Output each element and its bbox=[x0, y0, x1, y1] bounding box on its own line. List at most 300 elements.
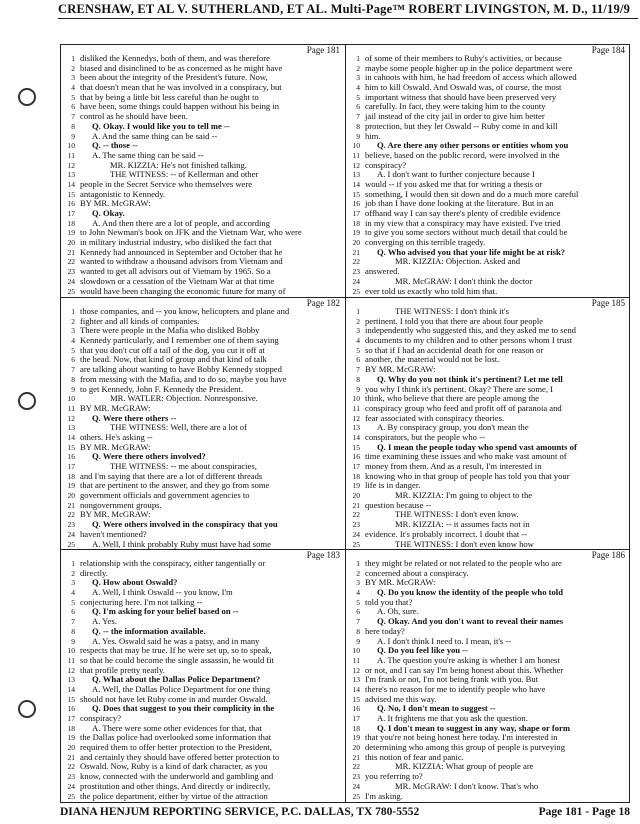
transcript-line bbox=[63, 714, 343, 724]
line-text: MR. KIZZIA: I'm going to object to the bbox=[395, 491, 533, 501]
transcript-line bbox=[348, 122, 628, 132]
transcript-line bbox=[348, 462, 628, 472]
line-number: 19 bbox=[67, 228, 75, 238]
line-number: 21 bbox=[67, 752, 75, 762]
line-number: 10 bbox=[67, 141, 75, 151]
line-text: protection, but they let Oswald -- Ruby come in and kill bbox=[365, 121, 558, 131]
page-number: Page 184 bbox=[591, 45, 625, 55]
line-text: A. I don't want to further conjecture because I bbox=[377, 170, 535, 180]
transcript-line bbox=[63, 530, 343, 540]
line-text: BY MR. McGRAW: bbox=[80, 199, 151, 209]
line-text: Q. Okay. bbox=[92, 209, 125, 218]
transcript-line bbox=[63, 375, 343, 385]
line-number: 18 bbox=[67, 218, 75, 228]
line-text: there's no reason for me to identify people who have bbox=[365, 684, 546, 694]
line-text: A. There were some other evidences for that, that bbox=[92, 723, 262, 733]
transcript-line bbox=[348, 375, 628, 385]
line-text: conspiracy group who feed and profit off of paranoia and bbox=[365, 403, 562, 413]
line-text: Q. I mean the people today who spend vast amounts of bbox=[377, 442, 577, 452]
line-number: 11 bbox=[67, 150, 75, 160]
transcript-line bbox=[348, 93, 628, 103]
line-number: 4 bbox=[356, 83, 360, 93]
line-text: money from them. And as a result, I'm interested in bbox=[365, 462, 542, 471]
transcript-line bbox=[348, 588, 628, 598]
transcript-line bbox=[63, 307, 343, 317]
transcript-line bbox=[348, 481, 628, 491]
line-number: 2 bbox=[71, 63, 75, 73]
line-text: important witness that should have been preserved very bbox=[365, 92, 557, 102]
transcript-line bbox=[348, 530, 628, 540]
line-number: 15 bbox=[352, 189, 360, 199]
line-text: BY MR. McGRAW: bbox=[365, 578, 436, 588]
line-text: from messing with the Mafia, and to do so, maybe you have bbox=[80, 374, 287, 384]
page-number: Page 183 bbox=[306, 550, 340, 560]
line-number: 19 bbox=[352, 228, 360, 238]
transcript-line bbox=[63, 277, 343, 287]
line-number: 1 bbox=[356, 559, 360, 568]
line-number: 2 bbox=[356, 316, 360, 326]
line-text: Q. Who advised you that your life might be at risk? bbox=[377, 247, 566, 257]
line-text: told you that? bbox=[365, 597, 413, 607]
line-text: to give you some sectors without much detail that could be bbox=[365, 228, 568, 238]
transcript-line bbox=[63, 141, 343, 151]
transcript-line bbox=[63, 762, 343, 772]
line-text: A. And the same thing can be said -- bbox=[92, 131, 218, 141]
line-text: conspirators, but the people who -- bbox=[365, 432, 485, 442]
line-text: answered. bbox=[365, 267, 400, 277]
line-number: 25 bbox=[352, 286, 360, 296]
line-text: in military industrial industry, who disliked the fact that bbox=[80, 238, 272, 248]
transcript-line bbox=[63, 267, 343, 277]
line-text: THE WITNESS: I don't even know. bbox=[395, 510, 519, 520]
transcript-line bbox=[348, 646, 628, 656]
line-number: 3 bbox=[356, 578, 360, 588]
transcript-line bbox=[63, 326, 343, 336]
transcript-line bbox=[63, 588, 343, 598]
column-divider bbox=[345, 45, 346, 802]
line-number: 19 bbox=[352, 481, 360, 491]
transcript-line bbox=[63, 394, 343, 404]
transcript-line bbox=[348, 73, 628, 83]
line-text: conspiracy? bbox=[365, 160, 407, 170]
testimony-lines bbox=[63, 307, 343, 549]
line-text: A. Yes. Oswald said he was a patsy, and in many bbox=[92, 636, 260, 646]
transcript-line bbox=[348, 307, 628, 317]
line-number: 1 bbox=[71, 54, 75, 63]
line-number: 17 bbox=[67, 462, 75, 471]
line-text: A. I don't think I need to. I mean, it's -- bbox=[377, 636, 512, 646]
transcript-line bbox=[63, 724, 343, 734]
line-number: 8 bbox=[71, 374, 75, 384]
transcript-line bbox=[63, 452, 343, 462]
line-number: 23 bbox=[67, 520, 75, 530]
transcript-line bbox=[63, 414, 343, 424]
transcript-line bbox=[63, 190, 343, 200]
transcript-line bbox=[348, 695, 628, 705]
transcript-line bbox=[348, 704, 628, 714]
panel-page-184 bbox=[348, 45, 628, 297]
transcript-line bbox=[63, 607, 343, 617]
transcript-line bbox=[63, 112, 343, 122]
line-number: 7 bbox=[71, 112, 75, 122]
page-range: Page 181 - Page 18 bbox=[538, 806, 630, 818]
line-number: 13 bbox=[352, 170, 360, 180]
transcript-line bbox=[63, 355, 343, 365]
line-number: 17 bbox=[352, 209, 360, 218]
line-number: 8 bbox=[71, 121, 75, 131]
line-text: Q. Why do you not think it's pertinent? Let me tell bbox=[377, 374, 563, 384]
line-number: 15 bbox=[67, 694, 75, 704]
line-text: in cahoots with him, he had freedom of access which allowed bbox=[365, 73, 577, 83]
line-number: 13 bbox=[67, 423, 75, 433]
transcript-line bbox=[348, 277, 628, 287]
transcript-line bbox=[348, 772, 628, 782]
transcript-line bbox=[63, 317, 343, 327]
line-number: 12 bbox=[67, 665, 75, 675]
line-number: 22 bbox=[352, 762, 360, 772]
transcript-line bbox=[63, 481, 343, 491]
line-text: life is in danger. bbox=[365, 481, 421, 491]
line-number: 16 bbox=[67, 452, 75, 462]
panel-page-183 bbox=[63, 550, 343, 802]
line-text: Q. I'm asking for your belief based on -- bbox=[92, 607, 239, 617]
line-number: 6 bbox=[71, 607, 75, 617]
transcript-line bbox=[63, 578, 343, 588]
line-text: something, I would then sit down and do a much more careful bbox=[365, 189, 579, 199]
transcript-line bbox=[63, 385, 343, 395]
line-text: BY MR. McGRAW: bbox=[80, 403, 151, 413]
testimony-lines bbox=[63, 559, 343, 801]
line-text: Q. How about Oswald? bbox=[92, 578, 178, 588]
line-number: 21 bbox=[352, 752, 360, 762]
line-text: MR. McGRAW: I don't know. That's who bbox=[395, 781, 539, 791]
line-number: 4 bbox=[356, 588, 360, 598]
line-text: A. And then there are a lot of people, and according bbox=[92, 218, 271, 228]
line-text: Q. Okay. I would like you to tell me -- bbox=[92, 121, 230, 131]
line-text: Kennedy particularly, and I remember one of them saying bbox=[80, 336, 279, 346]
transcript-line bbox=[348, 394, 628, 404]
transcript-line bbox=[348, 267, 628, 277]
transcript-line bbox=[63, 64, 343, 74]
transcript-line bbox=[348, 141, 628, 151]
line-number: 3 bbox=[356, 73, 360, 83]
line-text: determining who among this group of people is purveying bbox=[365, 743, 566, 753]
transcript-line bbox=[348, 346, 628, 356]
line-number: 13 bbox=[67, 170, 75, 180]
line-text: respects that may be true. If he were set up, so to speak, bbox=[80, 646, 272, 656]
transcript-line bbox=[348, 753, 628, 763]
line-number: 4 bbox=[71, 336, 75, 346]
page-number: Page 182 bbox=[306, 298, 340, 308]
transcript-line bbox=[348, 782, 628, 792]
transcript-line bbox=[348, 598, 628, 608]
line-number: 18 bbox=[67, 471, 75, 481]
line-text: that profile pretty neatly. bbox=[80, 665, 165, 675]
line-number: 14 bbox=[352, 432, 360, 442]
line-text: people in the Secret Service who themselves were bbox=[80, 179, 253, 189]
line-text: and certainly they should have offered better protection to bbox=[80, 752, 280, 762]
line-text: job than I have done looking at the literature. But in an bbox=[365, 199, 554, 209]
transcript-line bbox=[63, 170, 343, 180]
line-number: 9 bbox=[71, 636, 75, 646]
line-number: 21 bbox=[352, 247, 360, 257]
transcript-line bbox=[348, 414, 628, 424]
line-text: pertinent. I told you that there are about four people bbox=[365, 316, 544, 326]
line-text: ever told us exactly who told him that. bbox=[365, 286, 498, 296]
line-text: concerned about a conspiracy. bbox=[365, 568, 469, 578]
line-number: 19 bbox=[67, 733, 75, 743]
line-number: 24 bbox=[352, 276, 360, 286]
line-number: 22 bbox=[67, 257, 75, 267]
line-text: know, connected with the underworld and gambling and bbox=[80, 772, 274, 782]
line-number: 20 bbox=[352, 491, 360, 501]
transcript-line bbox=[63, 637, 343, 647]
line-text: are talking about wanting to have Bobby Kennedy stopped bbox=[80, 365, 282, 375]
line-text: and I'm saying that there are a lot of different threads bbox=[80, 471, 263, 481]
transcript-line bbox=[348, 365, 628, 375]
line-number: 22 bbox=[352, 257, 360, 267]
transcript-line bbox=[63, 792, 343, 802]
line-text: A. Well, I think Oswald -- you know, I'm bbox=[92, 588, 233, 598]
binder-hole-top bbox=[18, 88, 36, 106]
transcript-line bbox=[348, 64, 628, 74]
transcript-line bbox=[63, 695, 343, 705]
line-text: Q. Were there others involved? bbox=[92, 452, 206, 462]
line-number: 23 bbox=[67, 267, 75, 277]
transcript-line bbox=[348, 199, 628, 209]
line-text: Q. I don't mean to suggest in any way, shape or form bbox=[377, 723, 570, 733]
line-text: Q. -- those -- bbox=[92, 141, 138, 151]
transcript-line bbox=[63, 443, 343, 453]
line-text: BY MR. McGRAW: bbox=[365, 365, 436, 375]
line-number: 20 bbox=[352, 238, 360, 248]
line-number: 4 bbox=[356, 336, 360, 346]
transcript-line bbox=[63, 219, 343, 229]
transcript-line bbox=[348, 656, 628, 666]
transcript-line bbox=[63, 433, 343, 443]
line-text: would -- if you asked me that for writing a thesis or bbox=[365, 179, 543, 189]
line-number: 18 bbox=[352, 471, 360, 481]
transcript-line bbox=[63, 772, 343, 782]
line-number: 17 bbox=[352, 714, 360, 723]
line-text: to get Kennedy, John F. Kennedy the President. bbox=[80, 384, 243, 394]
line-text: prostitution and other things. And directly or indirectly, bbox=[80, 781, 271, 791]
line-number: 9 bbox=[356, 131, 360, 141]
line-text: A. The same thing can be said -- bbox=[92, 150, 204, 160]
line-text: THE WITNESS: -- me about conspiracies, bbox=[110, 462, 257, 471]
testimony-lines bbox=[348, 559, 628, 801]
transcript-line bbox=[63, 287, 343, 297]
line-number: 14 bbox=[67, 684, 75, 694]
line-text: A. The question you're asking is whether I am honest bbox=[377, 655, 560, 665]
transcript-line bbox=[348, 180, 628, 190]
transcript-line bbox=[63, 248, 343, 258]
line-number: 6 bbox=[356, 355, 360, 365]
line-number: 11 bbox=[67, 403, 75, 413]
line-number: 22 bbox=[67, 762, 75, 772]
line-number: 5 bbox=[356, 597, 360, 607]
line-number: 6 bbox=[356, 607, 360, 617]
line-text: Q. -- the information available. bbox=[92, 626, 206, 636]
line-number: 12 bbox=[67, 160, 75, 170]
line-text: of some of their members to Ruby's activities, or because bbox=[365, 54, 562, 63]
line-text: A. It frightens me that you ask the question. bbox=[377, 714, 528, 723]
line-text: Q. Are there any other persons or entities whom you bbox=[377, 141, 569, 151]
line-text: wanted to withdraw a thousand advisors from Vietnam and bbox=[80, 257, 283, 267]
line-number: 1 bbox=[71, 559, 75, 568]
transcript-line bbox=[63, 666, 343, 676]
transcript-line bbox=[63, 336, 343, 346]
transcript-line bbox=[348, 733, 628, 743]
line-text: MR. WATLER: Objection. Nonresponsive. bbox=[110, 394, 258, 404]
transcript-line bbox=[348, 743, 628, 753]
line-text: fighter and all kinds of companies. bbox=[80, 316, 200, 326]
page-number: Page 181 bbox=[306, 45, 340, 55]
line-text: A. Well, I think probably Ruby must have had some bbox=[92, 539, 271, 549]
line-number: 14 bbox=[67, 432, 75, 442]
line-text: wanted to get all advisors out of Vietnam by 1965. So a bbox=[80, 267, 271, 277]
transcript-line bbox=[348, 112, 628, 122]
line-number: 22 bbox=[352, 510, 360, 520]
line-text: in my view that a conspiracy may have existed. I've tried bbox=[365, 218, 561, 228]
line-number: 25 bbox=[67, 539, 75, 549]
transcript-line bbox=[348, 627, 628, 637]
line-text: haven't mentioned? bbox=[80, 529, 147, 539]
transcript-line bbox=[63, 257, 343, 267]
transcript-line bbox=[63, 346, 343, 356]
transcript-line bbox=[63, 733, 343, 743]
transcript-line bbox=[348, 228, 628, 238]
line-number: 2 bbox=[356, 63, 360, 73]
page-number: Page 186 bbox=[591, 550, 625, 560]
line-text: the police department, either by virtue of the attraction bbox=[80, 791, 268, 801]
line-text: this notion of fear and panic. bbox=[365, 752, 464, 762]
transcript-line bbox=[348, 385, 628, 395]
line-text: A. Yes. bbox=[92, 617, 117, 627]
line-text: conspiracy? bbox=[80, 714, 122, 723]
line-number: 7 bbox=[356, 365, 360, 375]
transcript-line bbox=[348, 559, 628, 569]
line-number: 15 bbox=[352, 694, 360, 704]
line-text: relationship with the conspiracy, either tangentially or bbox=[80, 559, 266, 568]
transcript-line bbox=[63, 151, 343, 161]
transcript-line bbox=[63, 569, 343, 579]
line-text: disliked the Kennedys, both of them, and was therefore bbox=[80, 54, 270, 63]
line-number: 10 bbox=[67, 646, 75, 656]
transcript-line bbox=[63, 685, 343, 695]
transcript-line bbox=[348, 637, 628, 647]
transcript-line bbox=[348, 501, 628, 511]
line-text: independently who suggested this, and they asked me to send bbox=[365, 326, 576, 336]
line-number: 19 bbox=[67, 481, 75, 491]
transcript-line bbox=[348, 724, 628, 734]
binder-hole-middle bbox=[18, 392, 36, 410]
transcript-line bbox=[63, 404, 343, 414]
transcript-line bbox=[348, 423, 628, 433]
transcript-header: CRENSHAW, ET AL V. SUTHERLAND, ET AL. Multi-Page™ ROBERT LIVINGSTON, M. D., 11/19/9 bbox=[58, 2, 638, 19]
line-number: 10 bbox=[352, 394, 360, 404]
panel-page-181 bbox=[63, 45, 343, 297]
line-number: 25 bbox=[352, 791, 360, 801]
line-number: 20 bbox=[67, 743, 75, 753]
line-text: THE WITNESS: I don't even know how bbox=[395, 539, 534, 549]
transcript-line bbox=[348, 132, 628, 142]
line-text: believe, based on the public record, were involved in the bbox=[365, 150, 560, 160]
transcript-line bbox=[63, 559, 343, 569]
line-number: 5 bbox=[356, 345, 360, 355]
line-text: you referring to? bbox=[365, 772, 423, 782]
transcript-line bbox=[348, 248, 628, 258]
line-number: 22 bbox=[67, 510, 75, 520]
line-text: converging on this terrible tragedy. bbox=[365, 238, 486, 248]
transcript-line bbox=[63, 491, 343, 501]
transcript-line bbox=[63, 753, 343, 763]
line-text: MR. KIZZIA: He's not finished talking. bbox=[110, 160, 247, 170]
transcript-line bbox=[348, 317, 628, 327]
line-text: jail instead of the city jail in order to give him better bbox=[365, 112, 545, 122]
transcript-line bbox=[348, 257, 628, 267]
line-number: 6 bbox=[71, 102, 75, 112]
line-number: 14 bbox=[67, 179, 75, 189]
line-text: they might be related or not related to the people who are bbox=[365, 559, 562, 568]
line-number: 8 bbox=[356, 121, 360, 131]
line-text: offhand way I can say there's plenty of credible evidence bbox=[365, 209, 561, 218]
transcript-line bbox=[348, 443, 628, 453]
line-number: 16 bbox=[352, 199, 360, 209]
line-number: 13 bbox=[67, 675, 75, 685]
line-text: should not have let Ruby come in and murder Oswald. bbox=[80, 694, 268, 704]
line-number: 21 bbox=[67, 247, 75, 257]
line-number: 11 bbox=[352, 403, 360, 413]
transcript-line bbox=[348, 209, 628, 219]
line-text: Q. Okay. And you don't want to reveal their names bbox=[377, 617, 564, 627]
line-number: 10 bbox=[352, 141, 360, 151]
line-number: 12 bbox=[352, 160, 360, 170]
line-text: so that if I had an accidental death for one reason or bbox=[365, 345, 544, 355]
line-text: so that he could become the single assassin, he would fit bbox=[80, 655, 275, 665]
line-number: 16 bbox=[352, 452, 360, 462]
transcript-line bbox=[348, 607, 628, 617]
line-number: 8 bbox=[71, 626, 75, 636]
line-text: time examining these issues and who make vast amount of bbox=[365, 452, 567, 462]
line-text: Oswald. Now, Ruby is a kind of dark character, as you bbox=[80, 762, 268, 772]
line-text: THE WITNESS: -- of Kellerman and other bbox=[110, 170, 259, 180]
transcript-line bbox=[63, 646, 343, 656]
panel-page-186 bbox=[348, 550, 628, 802]
line-text: evidence. It's probably incorrect. I doubt that -- bbox=[365, 529, 528, 539]
line-number: 23 bbox=[352, 267, 360, 277]
line-number: 14 bbox=[352, 684, 360, 694]
line-text: There were people in the Mafia who disliked Bobby bbox=[80, 326, 260, 336]
transcript-line bbox=[348, 675, 628, 685]
line-number: 18 bbox=[352, 218, 360, 228]
transcript-footer bbox=[60, 806, 630, 822]
line-text: or not, and I can say I'm being honest about this. Whether bbox=[365, 665, 564, 675]
line-number: 23 bbox=[67, 772, 75, 782]
line-text: the Dallas police had overlooked some information that bbox=[80, 733, 272, 743]
line-text: that you don't cut off a tail of the dog, you cut it off at bbox=[80, 345, 265, 355]
line-text: you why I think it's pertinent. Okay? There are some, I bbox=[365, 384, 554, 394]
line-number: 12 bbox=[67, 413, 75, 423]
line-text: would have been changing the economic future for many of bbox=[80, 286, 286, 296]
reporting-service: DIANA HENJUM REPORTING SERVICE, P.C. DALLAS, TX 780-5552 bbox=[60, 806, 420, 818]
line-number: 6 bbox=[71, 355, 75, 365]
transcript-line bbox=[348, 287, 628, 297]
line-text: that you're not being honest here today. I'm interested in bbox=[365, 733, 558, 743]
transcript-line bbox=[63, 501, 343, 511]
transcript-line bbox=[63, 743, 343, 753]
transcript-line bbox=[348, 685, 628, 695]
